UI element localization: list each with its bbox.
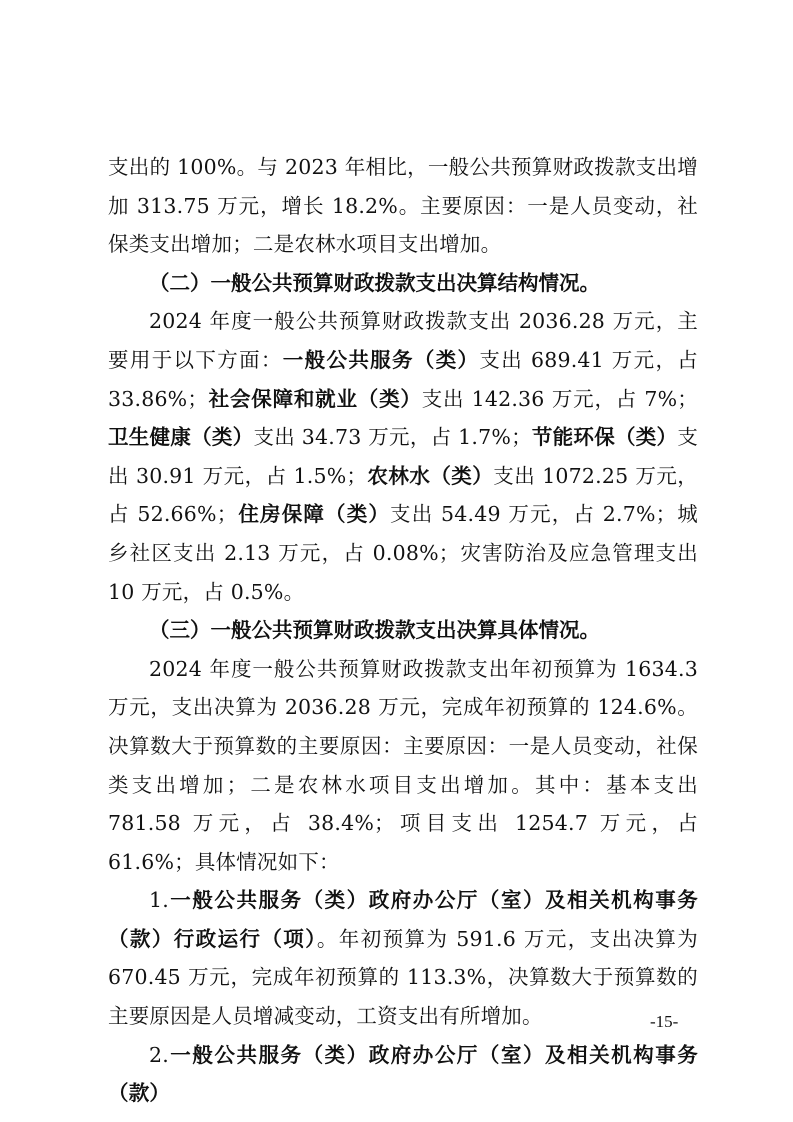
- list-item-1-title: 一般公共服务（类）政府办公厅（室）及相关机构事务（款）行政运行（项）: [108, 888, 698, 951]
- section-heading-specifics: （三）一般公共预算财政拨款支出决算具体情况。: [149, 618, 600, 643]
- list-item-2-title: 一般公共服务（类）政府办公厅（室）及相关机构事务（款）: [108, 1042, 698, 1106]
- paragraph-structure-details: [108, 302, 698, 611]
- structure-intro-text: 2024 年度一般公共预算财政拨款支出 2036.28 万元，主要用于以下方面：: [108, 309, 698, 372]
- amount-health: 支出 34.73 万元，占 1.7%；: [253, 425, 532, 450]
- list-item-1-number: 1.: [149, 888, 169, 913]
- list-item-2-number: 2.: [149, 1042, 169, 1067]
- category-health: 卫生健康（类）: [108, 425, 254, 450]
- list-item-1-body: 。年初预算为 591.6 万元，支出决算为 670.45 万元，完成年初预算的 113.3%，决算数大于预算数的主要原因是人员增减变动，工资支出有所增加。: [108, 926, 699, 1029]
- list-item-2: [108, 1036, 698, 1113]
- amount-agriculture: 支出 1072.25 万元，占 52.66%；: [108, 463, 699, 527]
- paragraph-specifics-summary: 2024 年度一般公共预算财政拨款支出年初预算为 1634.3 万元，支出决算为 2036.28 万元，完成年初预算的 124.6%。决算数大于预算数的主要原因：主要原因：一是人员变动，社保类支出增加；二是农林水项目支出增加。其中：基本支出 781.58 万元，占 38.4%；项目支出 1254.7 万元，占 61.6%；具体情况如下：: [108, 656, 698, 874]
- category-general-public-services: 一般公共服务（类）: [282, 347, 480, 372]
- category-social-security: 社会保障和就业（类）: [208, 386, 422, 411]
- amount-social-security: 支出 142.36 万元，占 7%；: [421, 386, 698, 411]
- category-energy-environment: 节能环保（类）: [531, 425, 678, 450]
- category-housing: 住房保障（类）: [237, 502, 391, 527]
- list-item-1: [108, 881, 698, 1035]
- amount-energy-environment: 支出 30.91 万元，占 1.5%；: [108, 425, 699, 488]
- document-body: [108, 148, 698, 1113]
- amount-housing-and-others: 支出 54.49 万元，占 2.7%；城乡社区支出 2.13 万元，占 0.08%；灾害防治及应急管理支出 10 万元，占 0.5%。: [108, 502, 699, 604]
- section-heading-structure: （二）一般公共预算财政拨款支出决算结构情况。: [149, 270, 600, 295]
- paragraph-growth-summary: 支出的 100%。与 2023 年相比，一般公共预算财政拨款支出增加 313.75 万元，增长 18.2%。主要原因：一是人员变动，社保类支出增加；二是农林水项目支出增加。: [108, 155, 698, 257]
- amount-general-public-services: 支出 689.41 万元，占 33.86%；: [108, 347, 698, 411]
- page-number: -15-: [650, 1012, 679, 1031]
- category-agriculture: 农林水（类）: [367, 463, 494, 488]
